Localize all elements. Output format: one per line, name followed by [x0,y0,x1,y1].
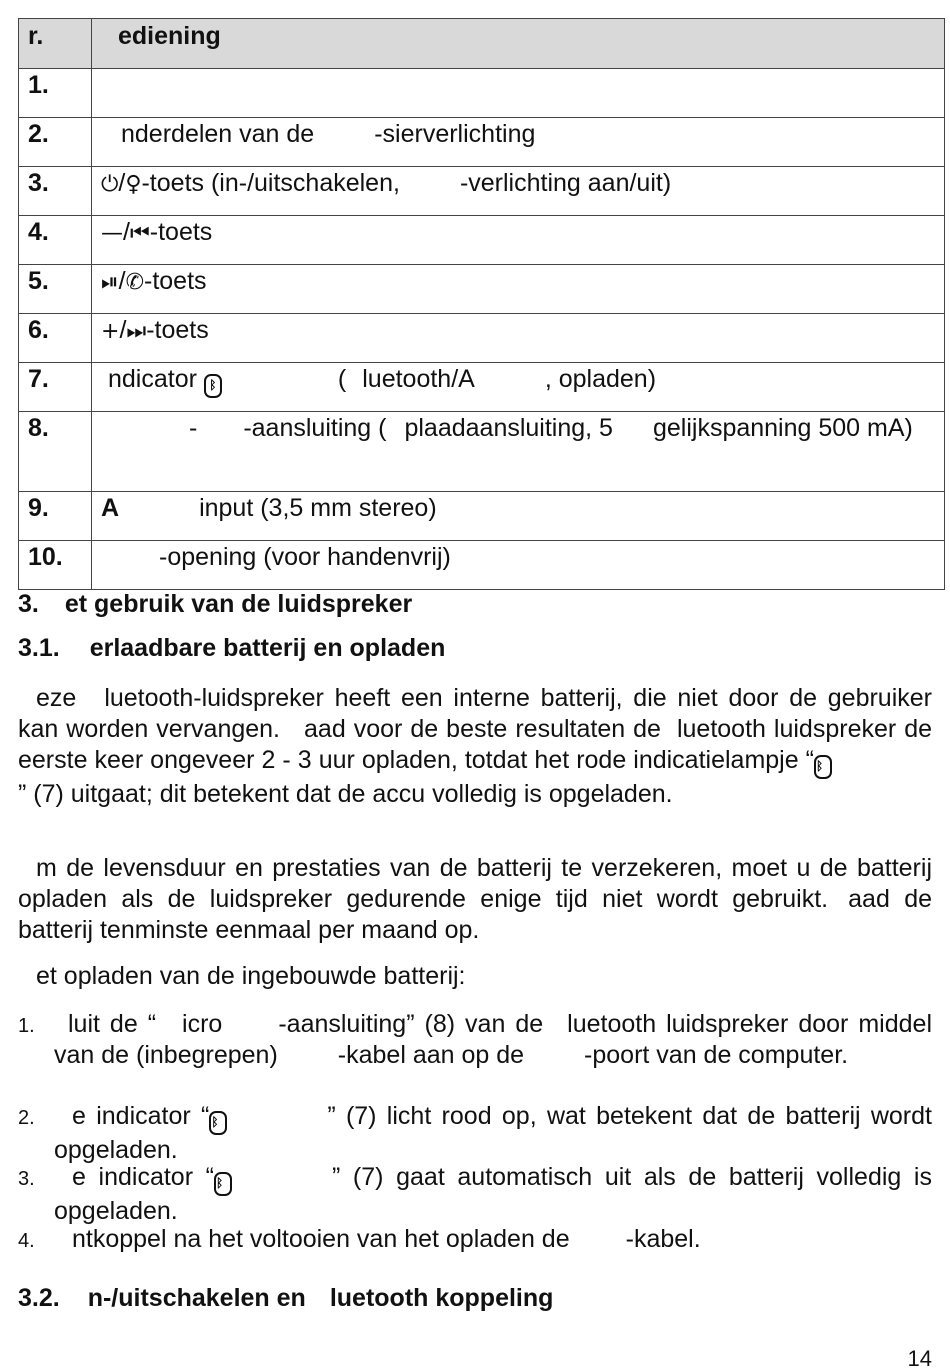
paragraph-battery: eze luetooth-luidspreker heeft een interne batterij, die niet door de gebruiker kan worden vervangen. aad voor de beste resultaten de luetooth luidspreker de eerste keer ongeveer 2 - 3 uur opladen, totdat het rode indicatielampje “ ᛒ” (7) uitgaat; dit betekent dat de accu volledig is opgeladen. [18,684,933,808]
row-label: ⏻/♀-toets (in-/uitschakelen, -verlichting aan/uit) [92,167,945,216]
bluetooth-icon: ᛒ [814,755,832,779]
table-row [19,69,945,118]
list-item: 2. e indicator “ ᛒ ” (7) licht rood op, wat betekent dat de batterij wordt opgeladen. [18,1102,932,1164]
table-row [19,167,945,216]
row-num: 10. [19,541,92,590]
paragraph-lifespan: m de levensduur en prestaties van de batterij te verzekeren, moet u de batterij opladen als de luidspreker gedurende enige tijd niet wordt gebruikt. aad de batterij tenminste eenmaal per maand op. [18,854,933,944]
row-num: 5. [19,265,92,314]
previous-track-icon: ⏮ [129,221,150,246]
page-number: 14 [907,1346,932,1371]
section-heading-3-1: 3.1. erlaadbare batterij en opladen [18,634,446,662]
row-num: 4. [19,216,92,265]
play-pause-icon: ⏯ [101,270,119,295]
row-label: ndicator ᛒ ( luetooth/A , opladen) [92,363,945,412]
section-heading-3-2: 3.2. n-/uitschakelen en luetooth koppeling [18,1284,554,1312]
next-track-icon: ⏭ [126,319,147,344]
paragraph-charging-intro: et opladen van de ingebouwde batterij: [36,962,466,990]
table-row [19,216,945,265]
row-label: nderdelen van de -sierverlichting [92,118,945,167]
row-num: 8. [19,412,92,492]
table-row [19,412,945,492]
row-num: 6. [19,314,92,363]
list-item: 1. luit de “ icro -aansluiting” (8) van de luetooth luidspreker door middel van de (inbegrepen) -kabel aan op de -poort van de computer. [18,1010,932,1069]
list-item: 4. ntkoppel na het voltooien van het opladen de -kabel. [18,1225,701,1253]
table-row [19,541,945,590]
bluetooth-icon: ᛒ [209,1111,227,1135]
bluetooth-icon: ᛒ [204,374,222,398]
row-num: 3. [19,167,92,216]
light-bulb-icon: ♀ [125,172,142,197]
table-row [19,118,945,167]
table-row [19,314,945,363]
phone-icon: ✆ [125,270,144,295]
row-num: 2. [19,118,92,167]
section-heading-3: 3. et gebruik van de luidspreker [18,590,413,618]
list-item: 3. e indicator “ ᛒ ” (7) gaat automatisch uit als de batterij volledig is opgeladen. [18,1163,932,1225]
bluetooth-icon: ᛒ [214,1172,232,1196]
row-label [92,69,945,118]
minus-icon: — [101,221,123,246]
row-num: 7. [19,363,92,412]
row-label: ⏯/✆-toets [92,265,945,314]
row-label: —/⏮-toets [92,216,945,265]
row-label: -opening (voor handenvrij) [92,541,945,590]
table-row [19,265,945,314]
table-row [19,492,945,541]
row-label: - -aansluiting ( plaadaansluiting, 5 gelijkspanning 500 mA) [92,412,945,492]
header-label: ediening [92,19,945,69]
row-label: A input (3,5 mm stereo) [92,492,945,541]
controls-table [18,18,945,590]
plus-icon: + [101,319,120,344]
row-num: 1. [19,69,92,118]
table-row [19,363,945,412]
row-num: 9. [19,492,92,541]
row-label: +/⏭-toets [92,314,945,363]
power-icon: ⏻ [101,172,119,197]
header-num: r. [19,19,92,69]
table-header-row [19,19,945,69]
